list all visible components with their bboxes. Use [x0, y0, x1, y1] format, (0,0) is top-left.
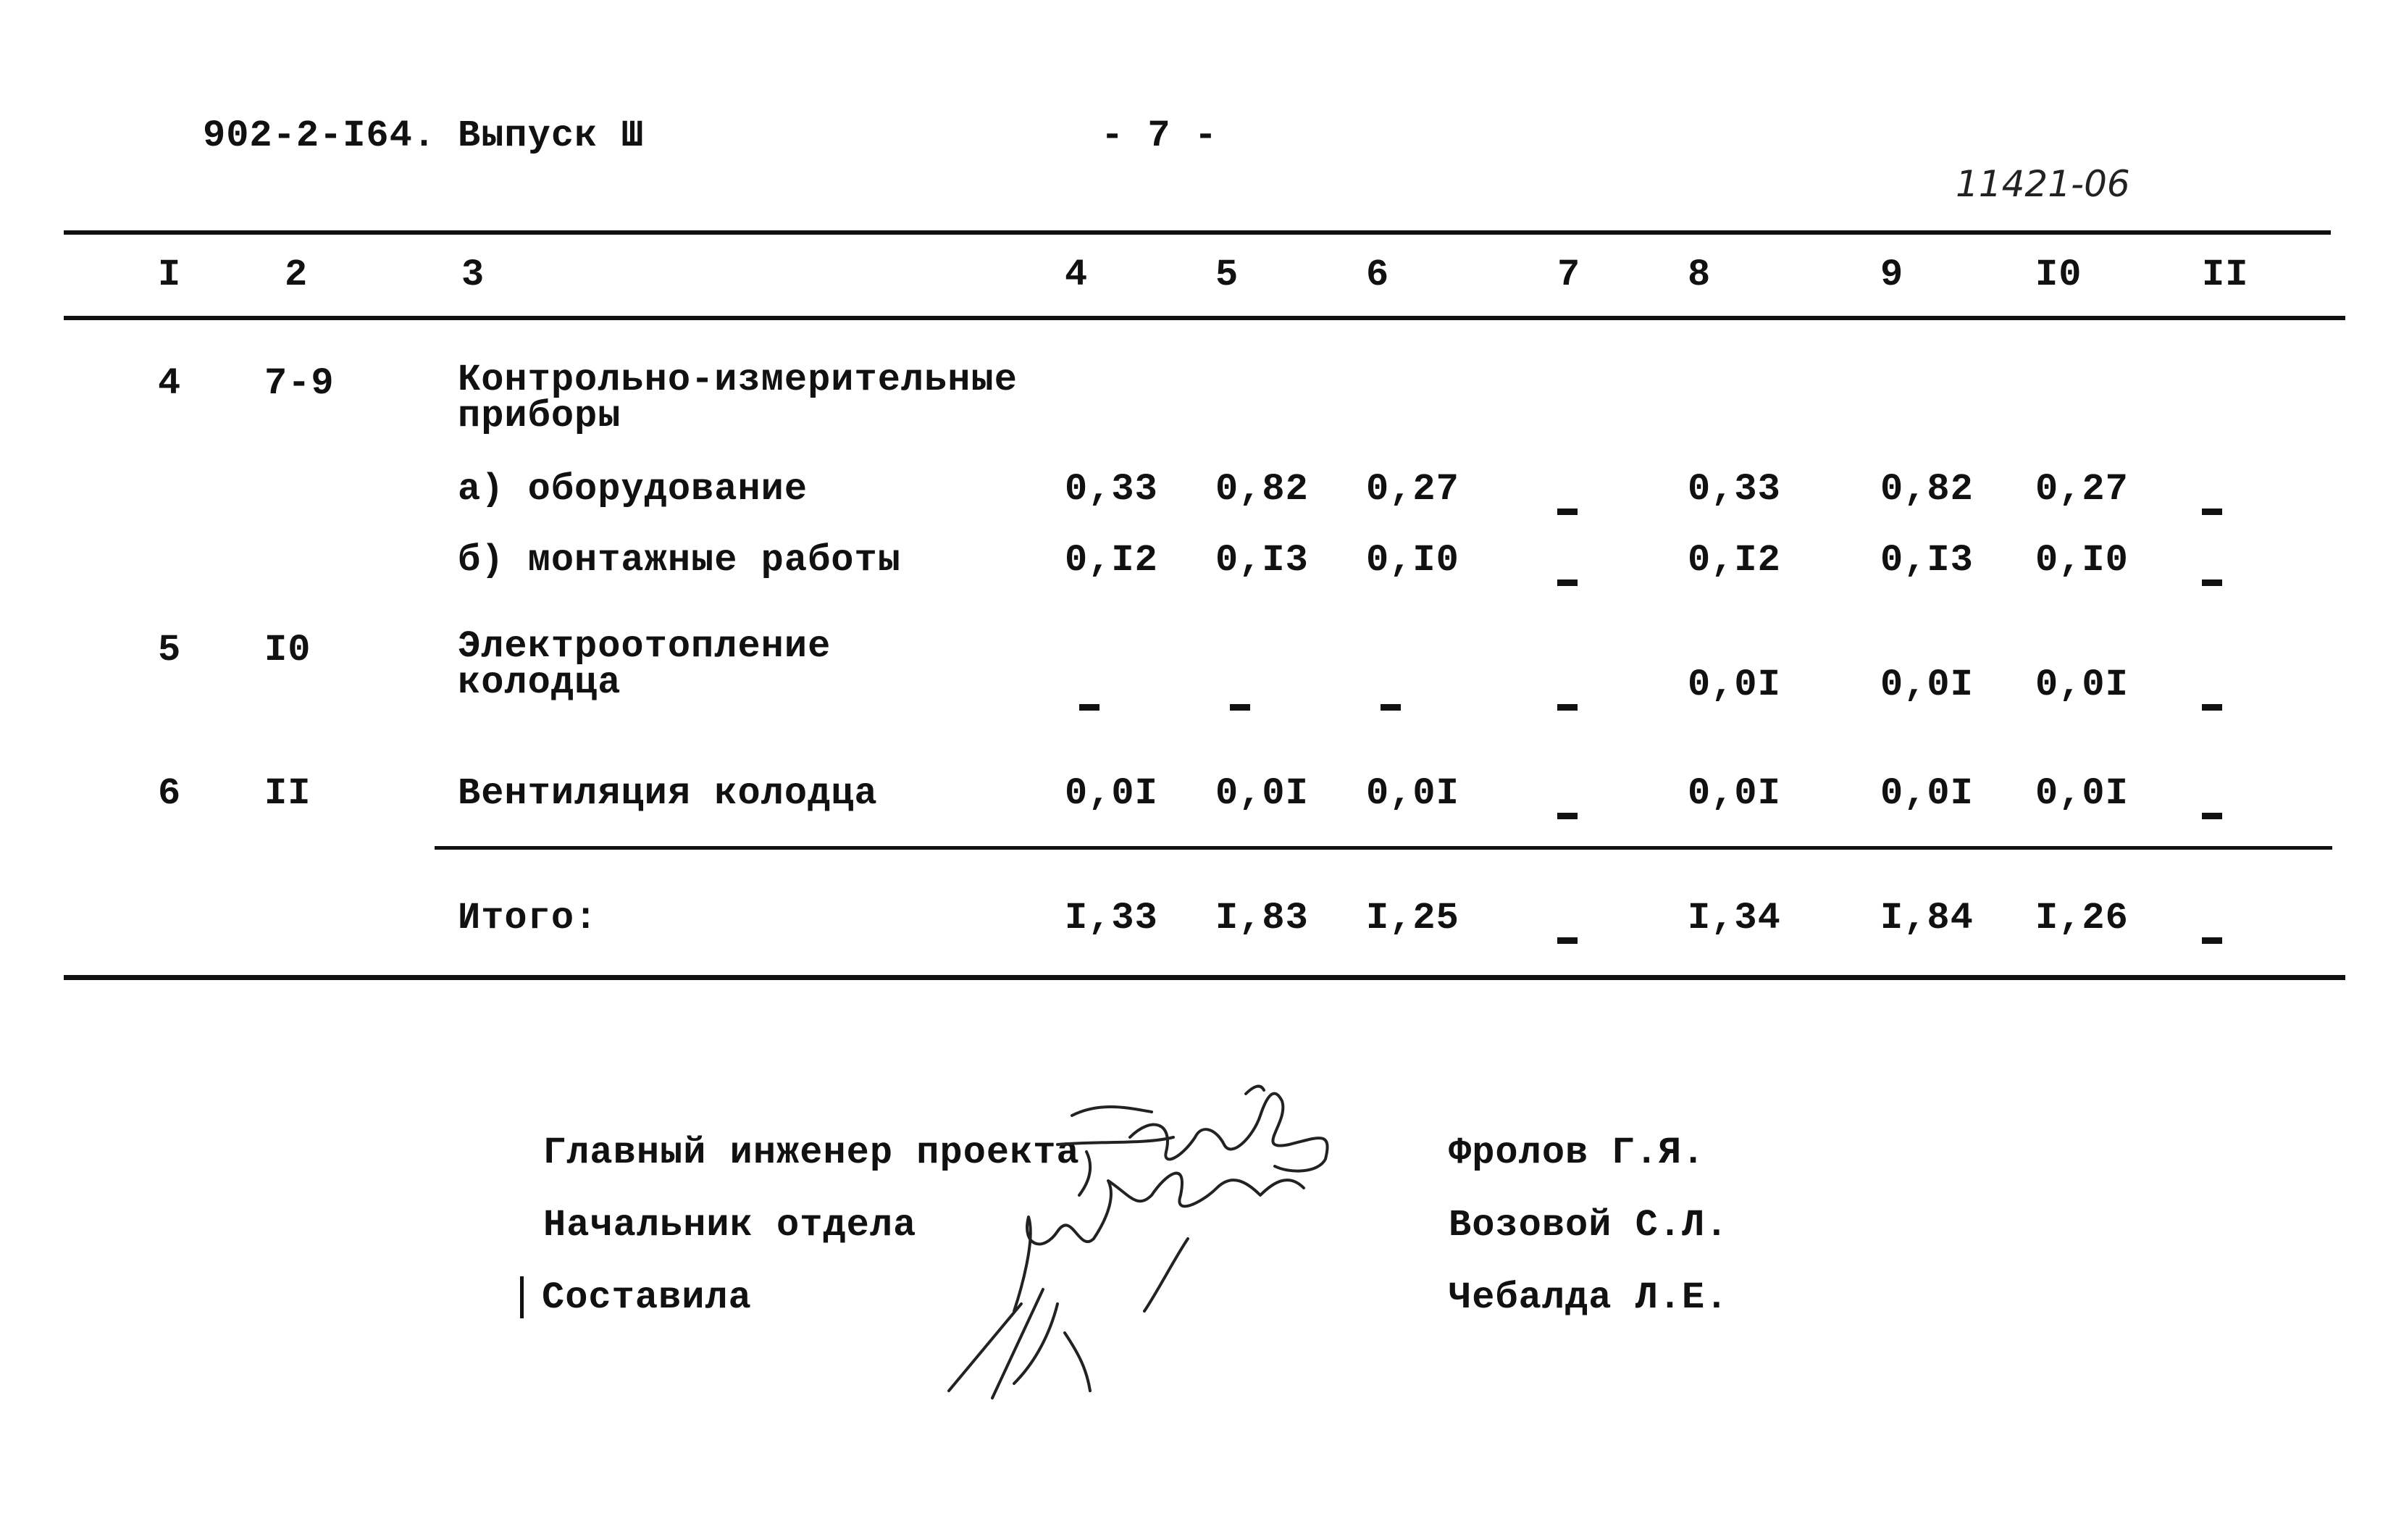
document-code: 902-2-I64. [203, 114, 437, 157]
margin-mark [520, 1276, 524, 1318]
row-name: а) оборудование [458, 468, 808, 511]
value-cell: 0,0I [2035, 772, 2129, 815]
value-cell: 0,0I [1880, 664, 1974, 706]
col-header: 6 [1366, 254, 1390, 296]
row-number: 4 [158, 362, 182, 405]
row-name [458, 625, 832, 704]
value-cell: 0,33 [1688, 468, 1781, 511]
row-number: 5 [158, 629, 182, 671]
value-cell [1557, 484, 1578, 527]
row-name: б) монтажные работы [458, 539, 901, 582]
col-header: I0 [2035, 254, 2082, 296]
header-bottom-rule [64, 316, 2345, 320]
value-cell [2202, 555, 2222, 598]
value-cell: 0,27 [2035, 468, 2129, 511]
value-cell: 0,I2 [1688, 539, 1781, 582]
signature-role: Главный инженер проекта [543, 1131, 1080, 1174]
row-name: Вентиляция колодца [458, 772, 878, 815]
value-cell [1381, 679, 1401, 722]
dash-mark [1381, 704, 1401, 711]
value-cell: I,83 [1215, 897, 1309, 940]
value-cell [1230, 679, 1250, 722]
row-ref: 7-9 [264, 362, 335, 405]
value-cell: 0,33 [1065, 468, 1158, 511]
value-cell: 0,0I [1366, 772, 1459, 815]
value-cell: 0,82 [1215, 468, 1309, 511]
col-header: 4 [1065, 254, 1089, 296]
value-cell: I,84 [1880, 897, 1974, 940]
value-cell: 0,0I [1065, 772, 1158, 815]
page-number: - 7 - [1101, 114, 1218, 157]
row-ref: I0 [264, 629, 311, 671]
value-cell: 0,0I [1880, 772, 1974, 815]
col-header: I [158, 254, 182, 296]
row-name-line: приборы [458, 395, 621, 438]
value-cell: I,33 [1065, 897, 1158, 940]
dash-mark [2202, 579, 2222, 586]
row-number: 6 [158, 772, 182, 815]
dash-mark [1557, 937, 1578, 944]
handwritten-signatures [913, 1072, 1420, 1420]
issue-label: Выпуск Ш [458, 114, 645, 157]
value-cell [2202, 788, 2222, 831]
value-cell: 0,0I [1215, 772, 1309, 815]
value-cell [2202, 484, 2222, 527]
value-cell: 0,0I [2035, 664, 2129, 706]
value-cell [1557, 913, 1578, 955]
dash-mark [2202, 813, 2222, 819]
row-ref: II [264, 772, 311, 815]
table-top-rule [64, 230, 2331, 235]
dash-mark [1230, 704, 1250, 711]
value-cell: 0,I3 [1880, 539, 1974, 582]
col-header: 9 [1880, 254, 1904, 296]
dash-mark [1557, 579, 1578, 586]
signature-name: Чебалда Л.Е. [1449, 1276, 1729, 1319]
signature-name: Фролов Г.Я. [1449, 1131, 1706, 1174]
table-bottom-rule [64, 975, 2345, 980]
value-cell: 0,27 [1366, 468, 1459, 511]
col-header: 2 [285, 254, 309, 296]
col-header: 5 [1215, 254, 1239, 296]
value-cell: 0,82 [1880, 468, 1974, 511]
dash-mark [1557, 509, 1578, 515]
value-cell [1079, 679, 1099, 722]
col-header: 8 [1688, 254, 1712, 296]
value-cell: 0,0I [1688, 664, 1781, 706]
value-cell: I,26 [2035, 897, 2129, 940]
dash-mark [2202, 509, 2222, 515]
value-cell [1557, 788, 1578, 831]
row-name-line: колодца [458, 661, 621, 704]
col-header: 7 [1557, 254, 1581, 296]
col-header: 3 [461, 254, 485, 296]
col-header: II [2202, 254, 2249, 296]
total-rule [435, 846, 2332, 850]
value-cell: 0,I3 [1215, 539, 1309, 582]
value-cell [2202, 679, 2222, 722]
dash-mark [1557, 704, 1578, 711]
value-cell [2202, 913, 2222, 955]
signature-role: Начальник отдела [543, 1204, 917, 1247]
value-cell: I,34 [1688, 897, 1781, 940]
signature-name: Возовой С.Л. [1449, 1204, 1729, 1247]
signature-role: Составила [542, 1276, 752, 1319]
value-cell [1557, 679, 1578, 722]
archive-number: 11421-06 [1956, 163, 2130, 205]
row-name-line: Контрольно-измерительные [458, 359, 1018, 401]
dash-mark [1079, 704, 1099, 711]
dash-mark [1557, 813, 1578, 819]
row-name-line: Электроотопление [458, 625, 832, 668]
value-cell: 0,I0 [2035, 539, 2129, 582]
value-cell: 0,I2 [1065, 539, 1158, 582]
value-cell: I,25 [1366, 897, 1459, 940]
value-cell: 0,0I [1688, 772, 1781, 815]
total-label: Итого: [458, 897, 598, 940]
dash-mark [2202, 704, 2222, 711]
dash-mark [2202, 937, 2222, 944]
row-name [458, 359, 1018, 438]
value-cell: 0,I0 [1366, 539, 1459, 582]
value-cell [1557, 555, 1578, 598]
